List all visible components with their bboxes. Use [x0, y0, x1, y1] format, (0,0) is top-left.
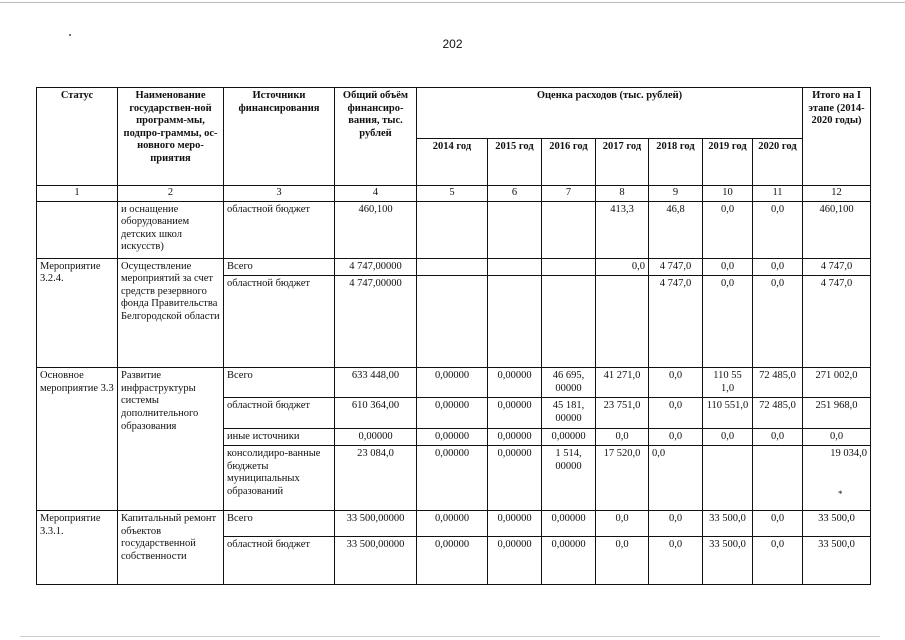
column-number: 11 [753, 186, 803, 202]
cell-2015: 0,00000 [488, 368, 542, 398]
cell-total: 633 448,00 [335, 368, 417, 398]
cell-total: 4 747,00000 [335, 258, 417, 276]
cell-total: 0,00000 [335, 428, 417, 446]
cell-2014: 0,00000 [417, 398, 488, 428]
cell-2019: 0,0 [703, 201, 753, 258]
cell-status: Мероприятие 3.2.4. [37, 258, 118, 368]
cell-2018: 0,0 [649, 446, 703, 511]
header-estimate: Оценка расходов (тыс. рублей) [417, 88, 803, 139]
cell-2014: 0,00000 [417, 446, 488, 511]
column-number: 6 [488, 186, 542, 202]
cell-total: 4 747,00000 [335, 276, 417, 368]
cell-stage: 4 747,0 [803, 276, 871, 368]
scan-top-edge [0, 2, 905, 3]
cell-2017: 41 271,0 [596, 368, 649, 398]
cell-2014: 0,00000 [417, 511, 488, 537]
cell-source: областной бюджет [224, 398, 335, 428]
column-number: 5 [417, 186, 488, 202]
cell-status: Основное мероприятие 3.3 [37, 368, 118, 511]
cell-2015: 0,00000 [488, 446, 542, 511]
cell-2019: 33 500,0 [703, 511, 753, 537]
column-number: 12 [803, 186, 871, 202]
cell-2014: 0,00000 [417, 537, 488, 585]
cell-total: 23 084,0 [335, 446, 417, 511]
cell-2020: 72 485,0 [753, 398, 803, 428]
cell-2019: 33 500,0 [703, 537, 753, 585]
header-year-2014: 2014 год [417, 139, 488, 186]
cell-2020 [753, 446, 803, 511]
column-number: 7 [542, 186, 596, 202]
financing-table [36, 87, 871, 585]
cell-2015: 0,00000 [488, 428, 542, 446]
header-status: Статус [37, 88, 118, 186]
cell-2018: 46,8 [649, 201, 703, 258]
cell-2017: 413,3 [596, 201, 649, 258]
cell-stage: 460,100 [803, 201, 871, 258]
cell-2014: 0,00000 [417, 368, 488, 398]
page-number: 202 [442, 37, 463, 51]
cell-2020: 0,0 [753, 258, 803, 276]
cell-stage: 251 968,0 [803, 398, 871, 428]
cell-2018: 0,0 [649, 398, 703, 428]
cell-name: Осуществление мероприятий за счет средств резервного фонда Правительства Белгородской области [118, 258, 224, 368]
cell-status [37, 201, 118, 258]
cell-2015 [488, 276, 542, 368]
cell-2018: 0,0 [649, 428, 703, 446]
cell-2017: 0,0 [596, 511, 649, 537]
table-row [37, 258, 871, 276]
cell-2016: 0,00000 [542, 537, 596, 585]
cell-2016: 0,00000 [542, 511, 596, 537]
cell-2015: 0,00000 [488, 398, 542, 428]
column-number: 8 [596, 186, 649, 202]
table-row [37, 201, 871, 258]
cell-2015 [488, 258, 542, 276]
header-year-2018: 2018 год [649, 139, 703, 186]
header-total: Общий объём финансиро-вания, тыс. рублей [335, 88, 417, 186]
cell-2019: 0,0 [703, 428, 753, 446]
cell-2019 [703, 446, 753, 511]
cell-2017 [596, 276, 649, 368]
cell-source: Всего [224, 258, 335, 276]
cell-total: 460,100 [335, 201, 417, 258]
cell-2017: 23 751,0 [596, 398, 649, 428]
cell-2016 [542, 276, 596, 368]
cell-2020: 0,0 [753, 537, 803, 585]
cell-2018: 0,0 [649, 511, 703, 537]
column-number: 10 [703, 186, 753, 202]
cell-2016: 45 181, 00000 [542, 398, 596, 428]
cell-2016: 0,00000 [542, 428, 596, 446]
cell-source: консолидиро-ванные бюджеты муниципальных образований [224, 446, 335, 511]
cell-2014: 0,00000 [417, 428, 488, 446]
cell-name: Развитие инфраструктуры системы дополнительного образования [118, 368, 224, 511]
cell-source: областной бюджет [224, 201, 335, 258]
cell-2016 [542, 258, 596, 276]
cell-stage: 4 747,0 [803, 258, 871, 276]
cell-source: Всего [224, 368, 335, 398]
cell-stage: 19 034,0 [803, 446, 871, 511]
header-year-2016: 2016 год [542, 139, 596, 186]
cell-total: 610 364,00 [335, 398, 417, 428]
table-row [37, 368, 871, 398]
cell-stage: 33 500,0 [803, 537, 871, 585]
cell-2018: 4 747,0 [649, 258, 703, 276]
cell-2017: 0,0 [596, 537, 649, 585]
table-row [37, 511, 871, 537]
cell-2018: 4 747,0 [649, 276, 703, 368]
cell-2019: 110 551,0 [703, 398, 753, 428]
cell-stage: 33 500,0 [803, 511, 871, 537]
cell-stage: 0,0 [803, 428, 871, 446]
cell-2015 [488, 201, 542, 258]
cell-stage: 271 002,0 [803, 368, 871, 398]
cell-2020: 0,0 [753, 201, 803, 258]
header-year-2019: 2019 год [703, 139, 753, 186]
scan-speck [69, 34, 71, 36]
cell-source: областной бюджет [224, 537, 335, 585]
cell-2016 [542, 201, 596, 258]
cell-2015: 0,00000 [488, 537, 542, 585]
cell-2020: 0,0 [753, 511, 803, 537]
cell-2014 [417, 201, 488, 258]
header-year-2017: 2017 год [596, 139, 649, 186]
cell-source: иные источники [224, 428, 335, 446]
cell-source: Всего [224, 511, 335, 537]
column-number-row [37, 186, 871, 202]
cell-2014 [417, 258, 488, 276]
header-year-2020: 2020 год [753, 139, 803, 186]
cell-2017: 0,0 [596, 428, 649, 446]
cell-2020: 72 485,0 [753, 368, 803, 398]
column-number: 2 [118, 186, 224, 202]
cell-2019: 0,0 [703, 276, 753, 368]
scan-bottom-edge [20, 636, 880, 637]
cell-name: Капитальный ремонт объектов государственной собственности [118, 511, 224, 585]
cell-2018: 0,0 [649, 368, 703, 398]
header-name: Наименование государствен-ной программ-мы, подпро-граммы, ос-новного меро-приятия [118, 88, 224, 186]
cell-2020: 0,0 [753, 428, 803, 446]
cell-2015: 0,00000 [488, 511, 542, 537]
cell-source: областной бюджет [224, 276, 335, 368]
cell-2019: 0,0 [703, 258, 753, 276]
cell-status: Мероприятие 3.3.1. [37, 511, 118, 585]
cell-2016: 46 695, 00000 [542, 368, 596, 398]
cell-2017: 0,0 [596, 258, 649, 276]
cell-2016: 1 514, 00000 [542, 446, 596, 511]
cell-total: 33 500,00000 [335, 511, 417, 537]
column-number: 3 [224, 186, 335, 202]
column-number: 1 [37, 186, 118, 202]
header-year-2015: 2015 год [488, 139, 542, 186]
column-number: 4 [335, 186, 417, 202]
cell-2020: 0,0 [753, 276, 803, 368]
column-number: 9 [649, 186, 703, 202]
cell-2019: 110 55 1,0 [703, 368, 753, 398]
header-row-1 [37, 88, 871, 139]
cell-2014 [417, 276, 488, 368]
asterisk-mark: * [838, 489, 843, 499]
cell-2018: 0,0 [649, 537, 703, 585]
header-stage-total: Итого на I этапе (2014-2020 годы) [803, 88, 871, 186]
header-sources: Источники финансирования [224, 88, 335, 186]
cell-total: 33 500,00000 [335, 537, 417, 585]
cell-name: и оснащение оборудованием детских школ искусств) [118, 201, 224, 258]
cell-2017: 17 520,0 [596, 446, 649, 511]
